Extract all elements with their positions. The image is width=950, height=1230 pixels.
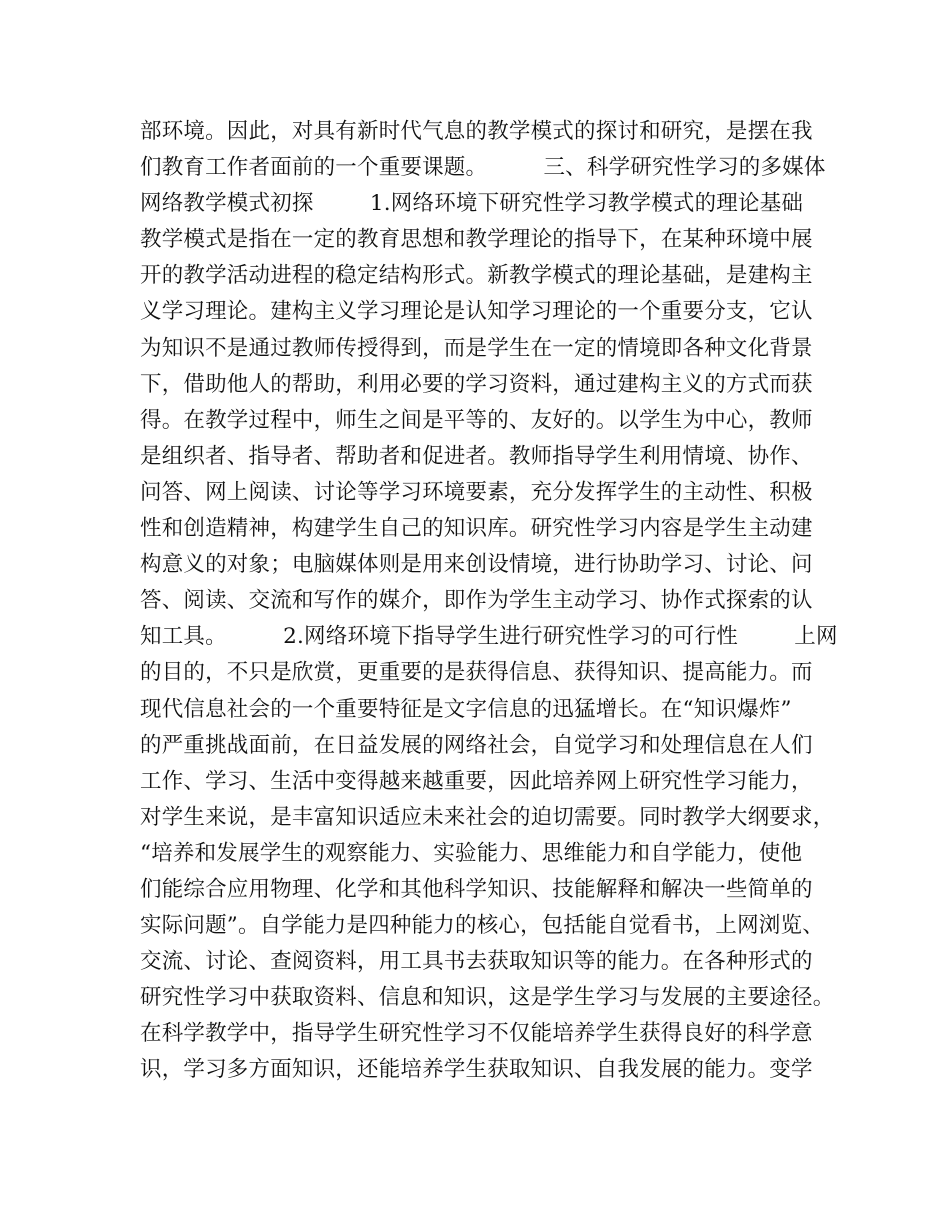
text-line: 们教育工作者面前的一个重要课题。 三、科学研究性学习的多媒体 bbox=[140, 155, 826, 181]
text-line: 们能综合应用物理、化学和其他科学知识、技能解释和解决一些简单的 bbox=[140, 876, 813, 902]
body-text bbox=[140, 114, 838, 1089]
text-line: “培养和发展学生的观察能力、实验能力、思维能力和自学能力，使他 bbox=[140, 840, 803, 866]
text-line: 得。在教学过程中，师生之间是平等的、友好的。以学生为中心，教师 bbox=[140, 407, 813, 433]
text-line: 网络教学模式初探 1.网络环境下研究性学习教学模式的理论基础 bbox=[140, 191, 804, 217]
text-line: 问答、网上阅读、讨论等学习环境要素，充分发挥学生的主动性、积极 bbox=[140, 479, 813, 505]
text-line: 的严重挑战面前，在日益发展的网络社会，自觉学习和处理信息在人们 bbox=[140, 732, 813, 758]
text-line: 现代信息社会的一个重要特征是文字信息的迅猛增长。在“知识爆炸” bbox=[140, 696, 792, 722]
text-line: 是组织者、指导者、帮助者和促进者。教师指导学生利用情境、协作、 bbox=[140, 443, 813, 469]
text-line: 交流、讨论、查阅资料，用工具书去获取知识等的能力。在各种形式的 bbox=[140, 949, 813, 975]
text-line: 工作、学习、生活中变得越来越重要，因此培养网上研究性学习能力， bbox=[140, 768, 813, 794]
text-line: 知工具。 2.网络环境下指导学生进行研究性学习的可行性 上网 bbox=[140, 624, 838, 650]
text-line: 识，学习多方面知识，还能培养学生获取知识、自我发展的能力。变学 bbox=[140, 1057, 813, 1083]
text-line: 对学生来说，是丰富知识适应未来社会的迫切需要。同时教学大纲要求， bbox=[140, 804, 835, 830]
text-line: 答、阅读、交流和写作的媒介，即作为学生主动学习、协作式探索的认 bbox=[140, 588, 813, 614]
text-line: 研究性学习中获取资料、信息和知识，这是学生学习与发展的主要途径。 bbox=[140, 985, 835, 1011]
text-line: 为知识不是通过教师传授得到，而是学生在一定的情境即各种文化背景 bbox=[140, 335, 813, 361]
text-line: 在科学教学中，指导学生研究性学习不仅能培养学生获得良好的科学意 bbox=[140, 1021, 813, 1047]
text-line: 的目的，不只是欣赏，更重要的是获得信息、获得知识、提高能力。而 bbox=[140, 660, 813, 686]
text-line: 开的教学活动进程的稳定结构形式。新教学模式的理论基础，是建构主 bbox=[140, 263, 813, 289]
text-line: 实际问题”。自学能力是四种能力的核心，包括能自觉看书，上网浏览、 bbox=[140, 913, 824, 939]
text-line: 下，借助他人的帮助，利用必要的学习资料，通过建构主义的方式而获 bbox=[140, 371, 813, 397]
text-line: 义学习理论。建构主义学习理论是认知学习理论的一个重要分支，它认 bbox=[140, 299, 813, 325]
text-line: 性和创造精神，构建学生自己的知识库。研究性学习内容是学生主动建 bbox=[140, 516, 813, 542]
text-line: 教学模式是指在一定的教育思想和教学理论的指导下，在某种环境中展 bbox=[140, 227, 813, 253]
text-line: 部环境。因此，对具有新时代气息的教学模式的探讨和研究，是摆在我 bbox=[140, 119, 813, 144]
text-line: 构意义的对象；电脑媒体则是用来创设情境，进行协助学习、讨论、问 bbox=[140, 552, 813, 578]
